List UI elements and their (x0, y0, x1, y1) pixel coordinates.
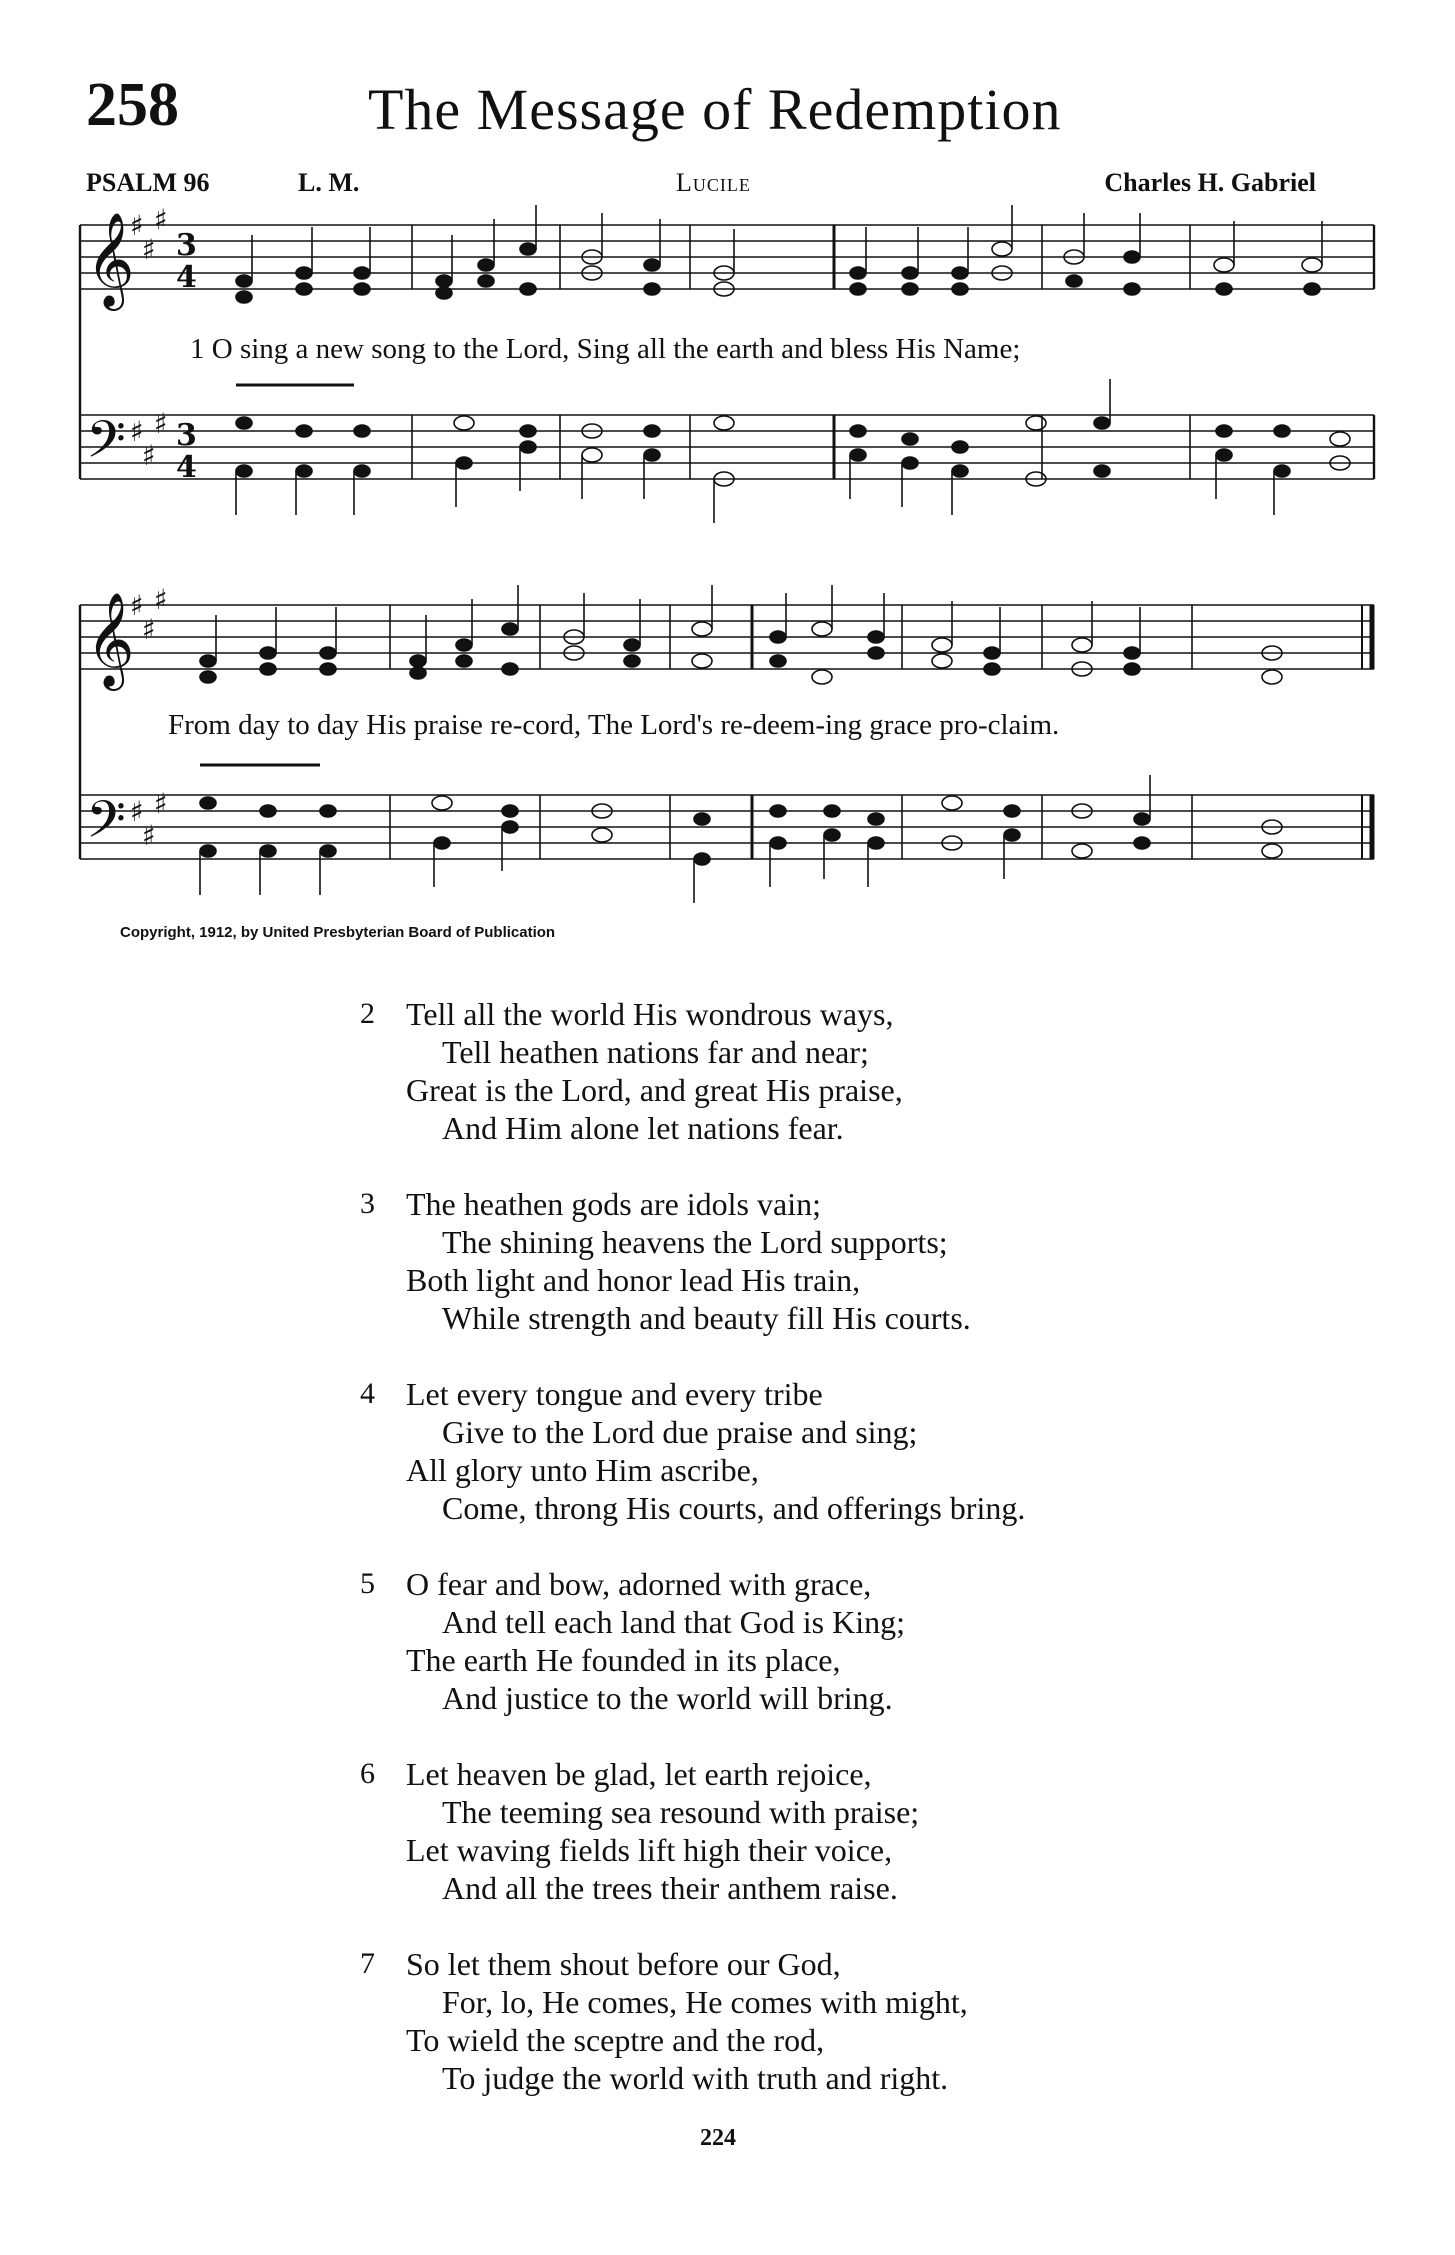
stanza-line: Let heaven be glad, let earth rejoice, (406, 1756, 872, 1792)
stanza-line: While strength and beauty fill His courts. (442, 1300, 971, 1336)
score-system-2 (72, 585, 1382, 905)
stanza-line: The teeming sea resound with praise; (442, 1794, 920, 1830)
stanza-line: The heathen gods are idols vain; (406, 1186, 821, 1222)
hymn-number: 258 (86, 71, 179, 139)
additional-stanzas (360, 995, 1260, 2135)
stanza-line: To judge the world with truth and right. (442, 2060, 949, 2096)
stanza-line: Great is the Lord, and great His praise, (406, 1072, 903, 1108)
stanza-number: 2 (360, 997, 375, 1030)
stanza-number: 4 (360, 1377, 375, 1410)
treble-clef-icon: 𝄞 (86, 212, 135, 307)
stanza-number: 6 (360, 1757, 375, 1790)
copyright-notice: Copyright, 1912, by United Presbyterian Board of Publication (120, 924, 556, 941)
stanza-line: For, lo, He comes, He comes with might, (442, 1984, 968, 2020)
svg-text:3: 3 (176, 228, 197, 263)
tune-name: Lucile (676, 168, 751, 197)
svg-text:♯: ♯ (142, 439, 156, 472)
stanza-line: O fear and bow, adorned with grace, (406, 1566, 872, 1602)
svg-text:♯: ♯ (142, 819, 156, 852)
svg-text:♯: ♯ (154, 787, 168, 820)
stanza-line: And Him alone let nations fear. (442, 1110, 844, 1146)
svg-text:4: 4 (176, 450, 197, 485)
svg-text:♯: ♯ (130, 209, 144, 242)
svg-text:♯: ♯ (142, 613, 156, 646)
stanza (360, 1375, 1260, 1527)
stanza-line: Let waving fields lift high their voice, (406, 1832, 893, 1868)
svg-text:4: 4 (176, 260, 197, 295)
music-system-2 (72, 585, 1382, 905)
stanza-line: Give to the Lord due praise and sing; (442, 1414, 918, 1450)
meter: L. M. (298, 168, 360, 197)
stanza-line: All glory unto Him ascribe, (406, 1452, 759, 1488)
stanza (360, 995, 1260, 1147)
stanza-line: Come, throng His courts, and offerings bring. (442, 1490, 1026, 1526)
page-number: 224 (700, 2125, 736, 2151)
stanza-line: So let them shout before our God, (406, 1946, 841, 1982)
svg-text:♯: ♯ (142, 233, 156, 266)
music-system-1 (72, 205, 1382, 525)
svg-text:3: 3 (176, 418, 197, 453)
stanza (360, 1945, 1260, 2097)
treble-clef-icon: 𝄞 (86, 592, 135, 687)
stanza-line: The earth He founded in its place, (406, 1642, 841, 1678)
hymn-meta (86, 168, 1316, 204)
stanza-number: 7 (360, 1947, 375, 1980)
lyric-line-1: 1 O sing a new song to the Lord, Sing all the earth and bless His Name; (190, 333, 1021, 365)
svg-text:♯: ♯ (154, 585, 168, 616)
svg-text:♯: ♯ (130, 589, 144, 622)
composer: Charles H. Gabriel (1104, 168, 1316, 197)
stanza-line: The shining heavens the Lord supports; (442, 1224, 948, 1260)
svg-text:♯: ♯ (130, 795, 144, 828)
stanza (360, 1755, 1260, 1907)
stanza-line: Both light and honor lead His train, (406, 1262, 861, 1298)
stanza-line: And tell each land that God is King; (442, 1604, 906, 1640)
stanza-number: 5 (360, 1567, 375, 1600)
stanza-number: 3 (360, 1187, 375, 1220)
bass-clef-icon: 𝄢 (86, 789, 126, 862)
stanza-line: And justice to the world will bring. (442, 1680, 893, 1716)
stanza-line: Let every tongue and every tribe (406, 1376, 823, 1412)
stanza-line: And all the trees their anthem raise. (442, 1870, 898, 1906)
lyric-line-2: From day to day His praise re-cord, The Lord's re-deem-ing grace pro-claim. (168, 709, 1060, 741)
stanza-line: Tell all the world His wondrous ways, (406, 996, 894, 1032)
svg-text:♯: ♯ (154, 205, 168, 236)
bass-clef-icon: 𝄢 (86, 409, 126, 482)
svg-text:♯: ♯ (130, 415, 144, 448)
svg-text:♯: ♯ (154, 407, 168, 440)
stanza (360, 1565, 1260, 1717)
psalm-reference: PSALM 96 (86, 168, 210, 197)
stanza-line: Tell heathen nations far and near; (442, 1034, 869, 1070)
hymn-title: The Message of Redemption (368, 77, 1062, 142)
stanza (360, 1185, 1260, 1337)
stanza-line: To wield the sceptre and the rod, (406, 2022, 825, 2058)
